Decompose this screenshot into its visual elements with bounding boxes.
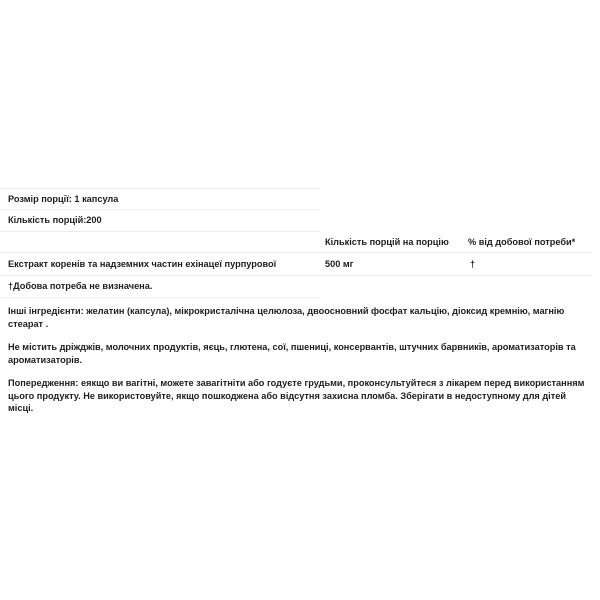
ingredient-name: Екстракт коренів та надземних частин ехінацеї пурпурової bbox=[8, 259, 277, 269]
table-header-row bbox=[0, 232, 592, 253]
ingredient-amount: 500 мг bbox=[325, 259, 354, 269]
servings-count-text: Кількість порцій:200 bbox=[8, 215, 102, 225]
serving-size-text: Розмір порції: 1 капсула bbox=[8, 194, 119, 204]
free-from-text: Не містить дріжджів, молочних продуктів, яєць, глютена, сої, пшениці, консервантів, штучних барвників, ароматизаторів та ароматизаторів. bbox=[8, 342, 576, 365]
divider bbox=[0, 297, 320, 298]
footnote-row bbox=[0, 276, 320, 297]
servings-count-row bbox=[0, 210, 320, 231]
ingredient-daily-value: † bbox=[470, 259, 476, 269]
amount-header: Кількість порцій на порцію bbox=[325, 237, 449, 247]
daily-value-header: % від добової потреби* bbox=[468, 237, 576, 247]
other-ingredients-text: Інші інгредієнти: желатин (капсула), мікрокристалічна целюлоза, двоосновний фосфат кальцію, діоксид кремнію, магнію стеарат . bbox=[8, 306, 565, 329]
footnote-text: †Добова потреба не визначена. bbox=[8, 281, 153, 291]
serving-size-row bbox=[0, 189, 320, 210]
table-row bbox=[0, 254, 592, 275]
warning-text: Попередження: еякщо ви вагітні, можете завагітніти або годуєте грудьми, проконсультуйтеся з лікарем перед використанням цього продукту. Не використовуйте, якщо пошкоджена або відсутня захисна пломба. Зберігати в недоступному для дітей місці. bbox=[8, 378, 585, 413]
